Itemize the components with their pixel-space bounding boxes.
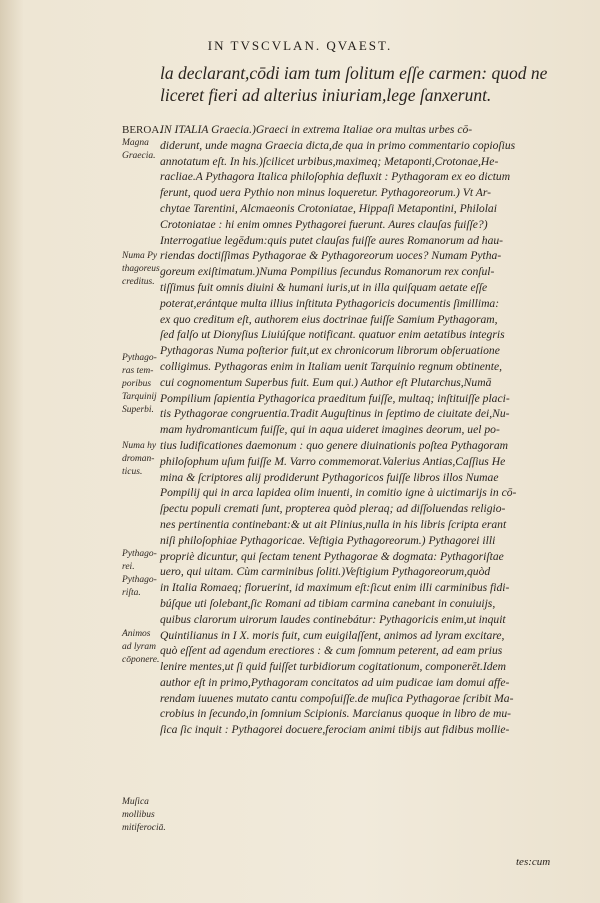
text-line: ſed falſo ut Dionyſius Liuiúſque notificant. quatuor enim aetatibus integris — [160, 328, 505, 342]
text-line: lenire mentes,ut ſi quid fuiſſet turbidiorum cogitationum, componerēt.Idem — [160, 660, 507, 674]
text-line: goreum exiſtimatum.)Numa Pompilius ſecundus Romanorum rex conſul- — [160, 265, 495, 279]
margin-line: Numa Py — [122, 251, 158, 261]
text-line: chytae Tarentini, Alcmaeonis Crotoniatae, Hippaſi Metapontini, Philolai — [160, 201, 497, 215]
margin-note-musica — [122, 796, 178, 835]
margin-line: Tarquinij — [122, 392, 157, 402]
text-line: Pythagoras Numa poſterior fuit,ut ex chronicorum librorum obſeruatione — [160, 344, 500, 358]
text-line: author eſt in primo,Pythagoram concitatos ad uim pudicae iam domui affe- — [160, 675, 510, 689]
margin-line: poribus — [122, 379, 152, 389]
text-line: ferunt, quod uera Pythio non minus loqueretur. Pythagoreorum.) Vt Ar- — [160, 186, 492, 200]
text-line: tiſſimus fuit omnis diuini & humani iuris,ut in illa quiſquam aetate eſſe — [160, 280, 488, 294]
margin-line: Pythago- — [122, 549, 157, 559]
margin-line: riſta. — [122, 588, 141, 598]
text-line: mam hydromanticum fuiſſe, qui in aqua uideret imagines deorum, uel po- — [160, 423, 500, 437]
text-line: rendam iuuenes mutato cantu compoſuiſſe.de muſica Pythagorae ſcribit Ma- — [160, 691, 514, 705]
text-line: riendas doctiſſimas Pythagorae & Pythagoreorum uoces? Numam Pytha- — [160, 249, 502, 263]
margin-line: droman- — [122, 454, 155, 464]
text-line: niſi philoſophiae Pythagoricae. Veſtigia Pythagoreorum.) Pythagorei illi — [160, 533, 496, 547]
margin-line: thagoreus — [122, 264, 160, 274]
text-line: cui cognomentum Superbus fuit. Eum qui.) Author eſt Plutarchus,Numā — [160, 375, 492, 389]
text-line: uero, qui uitam. Cùm carminibus ſoliti.)Veſtigium Pythagoreorum,quòd — [160, 565, 491, 579]
text-line: crobius in ſecundo,in ſomnium Scipionis. Marcianus quoque in libro de mu- — [160, 707, 511, 721]
text-line: Crotoniatae : hi enim omnes Pythagorei fuerunt. Aures clauſas fuiſſe?) — [160, 217, 488, 231]
text-line: racliae.A Pythagora Italica philoſophia defluxit : Pythagoram ex eo dictum — [160, 170, 511, 184]
text-line: Quintilianus in I X. moris fuit, cum euigilaſſent, animos ad lyram excitare, — [160, 628, 505, 642]
margin-line: Numa hy — [122, 441, 157, 451]
margin-line: Superbi. — [122, 405, 154, 415]
margin-line: mollibus — [122, 810, 155, 820]
running-head: IN TVSCVLAN. QVAEST. — [207, 38, 393, 53]
margin-line: creditus. — [122, 277, 155, 287]
text-line: búſque uti ſolebant,ſic Romani ad tibiam carmina canebant in conuiuijs, — [160, 596, 496, 610]
text-line: propriè dicuntur, qui ſectam tenent Pythagorae & dogmata: Pythagoriſtae — [160, 549, 504, 563]
text-line: quibus clarorum uirorum laudes continebátur: Pythagoricis enim,ut inquit — [160, 612, 506, 626]
margin-line: cōponere. — [122, 655, 160, 665]
text-line: annotatum eſt. In his.)ſcilicet urbibus,maximeq; Metaponti,Crotonae,He- — [160, 154, 499, 168]
text-line: Pompilium ſapientia Pythagorica praeditum fuiſſe, multaq; inſtituiſſe placi- — [160, 391, 510, 405]
text-line: quò eſſent ad agendum erectiores : & cum ſomnum peterent, ad eam prius — [160, 644, 503, 658]
text-line: ſpectu populi cremati ſunt, propterea quòd pleraq; ad diſſoluendas religio- — [160, 502, 506, 516]
text-line: IN ITALIA Graecia.)Graeci in extrema Italiae ora multas urbes cō- — [160, 123, 473, 136]
margin-line: Animos — [122, 629, 151, 639]
margin-line: Graecia. — [122, 151, 156, 161]
text-line: ſica ſic inquit : Pythagorei docuere,ferociam animi tibijs aut fidibus mollie- — [160, 723, 510, 737]
quote-line: la declarant,cōdi iam tum ſolitum eſſe carmen: quod ne — [160, 63, 548, 83]
text-line: Pompilij qui in arca lapidea olim inuenti, in comitio igne à uictimarijs in cō- — [160, 486, 517, 500]
margin-line: mitiferociā. — [122, 823, 166, 833]
margin-line: ticus. — [122, 467, 143, 477]
text-line: tis Pythagorae congruentia.Tradit Auguſtinus in ſeptimo de ciuitate dei,Nu- — [160, 407, 510, 421]
quote-line: liceret fieri ad alterius iniuriam,lege ſanxerunt. — [160, 85, 492, 105]
margin-line: Magna — [122, 138, 149, 148]
margin-line: rei. — [122, 562, 135, 572]
text-line: in Italia Romaeq; floruerint, id maximum eſt:ſicut enim illi carminibus fidi- — [160, 581, 510, 595]
quoted-passage — [160, 62, 565, 106]
text-line: colligimus. Pythagoras enim in Italiam uenit Tarquinio regnum obtinente, — [160, 359, 502, 373]
text-line: Interrogatiue legēdum:quis putet clauſas fuiſſe aures Romanorum ad hau- — [160, 233, 504, 247]
text-line: poterat,erántque multa illius inſtituta Pythagoricis documentis ſimillima: — [160, 296, 500, 310]
margin-line: ad lyram — [122, 642, 157, 652]
margin-line: BEROA. — [122, 124, 163, 136]
text-line: tius ludificationes daemonum : quo genere diuinationis poſtea Pythagoram — [160, 438, 508, 452]
text-line: mina & ſcriptores alij prodiderunt Pythagoricos fuiſſe libros illos Numae — [160, 470, 499, 484]
catchword: tes:cum — [516, 856, 551, 868]
text-line: ex quo creditum eſt, authorem eius doctrinae fuiſſe Samium Pythagoram, — [160, 312, 498, 326]
text-line: nes pertinentia continebant:& ut ait Plinius,nulla in his libris ſcripta erant — [160, 517, 507, 531]
margin-line: ras tem- — [122, 366, 154, 376]
margin-line: Muſica — [122, 797, 149, 807]
margin-line: Pythago- — [122, 575, 157, 585]
commentary-text — [160, 122, 570, 738]
margin-line: Pythago- — [122, 353, 157, 363]
text-line: philoſophum uſum fuiſſe M. Varro commemorat.Valerius Antias,Caſſius He — [160, 454, 506, 468]
text-line: diderunt, unde magna Graecia dicta,de qua in primo commentario copioſius — [160, 138, 516, 152]
